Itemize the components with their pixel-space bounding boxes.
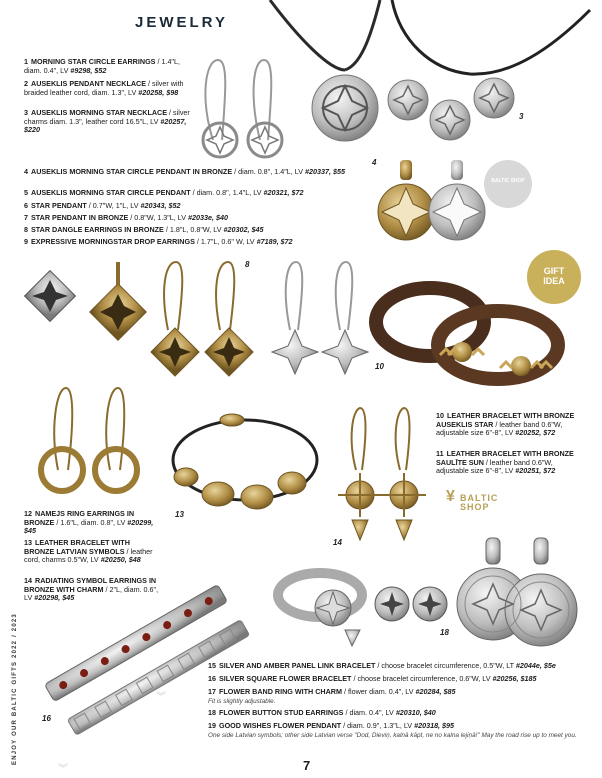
list-item: 5 AUSEKLIS MORNING STAR CIRCLE PENDANT / diam. 0.8", 1.4"L, LV #20321, $72 [24, 188, 304, 197]
list-item: 2 AUSEKLIS PENDANT NECKLACE / silver with braided leather cord, diam. 1.3", LV #20258, $98 [24, 79, 184, 97]
list-item: 17 FLOWER BAND RING WITH CHARM / flower diam. 0.4", LV #20284, $85 Fit is slightly adjustable. [208, 687, 456, 705]
image-number: 14 [333, 538, 342, 547]
page-number: 7 [303, 758, 311, 773]
list-item: 19 GOOD WISHES FLOWER PENDANT / diam. 0.9", 1.3"L, LV #20318, $95 One side Latvian symbols; other side Latvian verse "Dod, Dieviņ, kalnā kāpt, ne no kalna lejiņā!" May the road rise up to meet you. [208, 721, 577, 739]
list-item: 11 LEATHER BRACELET WITH BRONZE SAULĪTE SUN / leather band 0.6"W, adjustable size 6"-8", LV #20251, $72 [436, 449, 574, 476]
image-number: 18 [440, 628, 449, 637]
list-item: 9 EXPRESSIVE MORNINGSTAR DROP EARRINGS / 1.7"L, 0.6" W, LV #7189, $72 [24, 237, 293, 246]
chevron-icon: ︾ [58, 764, 68, 775]
side-caption: ENJOY OUR BALTIC GIFTS 2022 / 2023 [12, 613, 18, 765]
list-item: 1 MORNING STAR CIRCLE EARRINGS / 1.4"L, diam. 0.4", LV #9298, $52 [24, 57, 180, 75]
list-item: 4 AUSEKLIS MORNING STAR CIRCLE PENDANT IN BRONZE / diam. 0.8", 1.4"L, LV #20337, $55 [24, 167, 345, 176]
list-item: 18 FLOWER BUTTON STUD EARRINGS / diam. 0.4", LV #20310, $40 [208, 708, 436, 717]
list-item: 8 STAR DANGLE EARRINGS IN BRONZE / 1.8"L, 0.8"W, LV #20302, $45 [24, 225, 264, 234]
baltic-shop-stamp: BALTIC SHOP [484, 160, 532, 208]
list-item: 14 RADIATING SYMBOL EARRINGS IN BRONZE WITH CHARM / 2"L, diam. 0.6", LV #20298, $45 [24, 576, 159, 603]
wheat-icon: ¥ [446, 488, 455, 505]
list-item: 10 LEATHER BRACELET WITH BRONZE AUSEKLIS STAR / leather band 0.6"W, adjustable size 6"-8", LV #20252, $72 [436, 411, 575, 438]
list-item: 6 STAR PENDANT / 0.7"W, 1"L, LV #20343, $52 [24, 201, 181, 210]
image-number: 8 [245, 260, 250, 269]
page-title: JEWELRY [135, 14, 228, 31]
image-number: 3 [519, 112, 524, 121]
list-item: 13 LEATHER BRACELET WITH BRONZE LATVIAN SYMBOLS / leather cord, charms 0.5"W, LV #20250, $48 [24, 538, 153, 565]
list-item: 7 STAR PENDANT IN BRONZE / 0.8"W, 1.3"L, LV #2033e, $40 [24, 213, 228, 222]
chevron-icon: ︾ [156, 692, 166, 703]
image-number: 16 [42, 714, 51, 723]
list-item: 15 SILVER AND AMBER PANEL LINK BRACELET / choose bracelet circumference, 0.5"W, LT #2044e, $5e [208, 661, 556, 670]
list-item: 16 SILVER SQUARE FLOWER BRACELET / choose bracelet circumference, 0.6"W, LV #20256, $185 [208, 674, 537, 683]
image-number: 13 [175, 510, 184, 519]
gift-idea-badge: GIFT IDEA [527, 250, 581, 304]
list-item: 12 NAMEJS RING EARRINGS IN BRONZE / 1.6"L, diam. 0.8", LV #20299, $45 [24, 509, 154, 536]
list-item: 3 AUSEKLIS MORNING STAR NECKLACE / silver charms diam. 1.3", leather cord 16.5"L, LV #20257, $220 [24, 108, 190, 135]
image-number: 4 [372, 158, 377, 167]
image-number: 10 [375, 362, 384, 371]
